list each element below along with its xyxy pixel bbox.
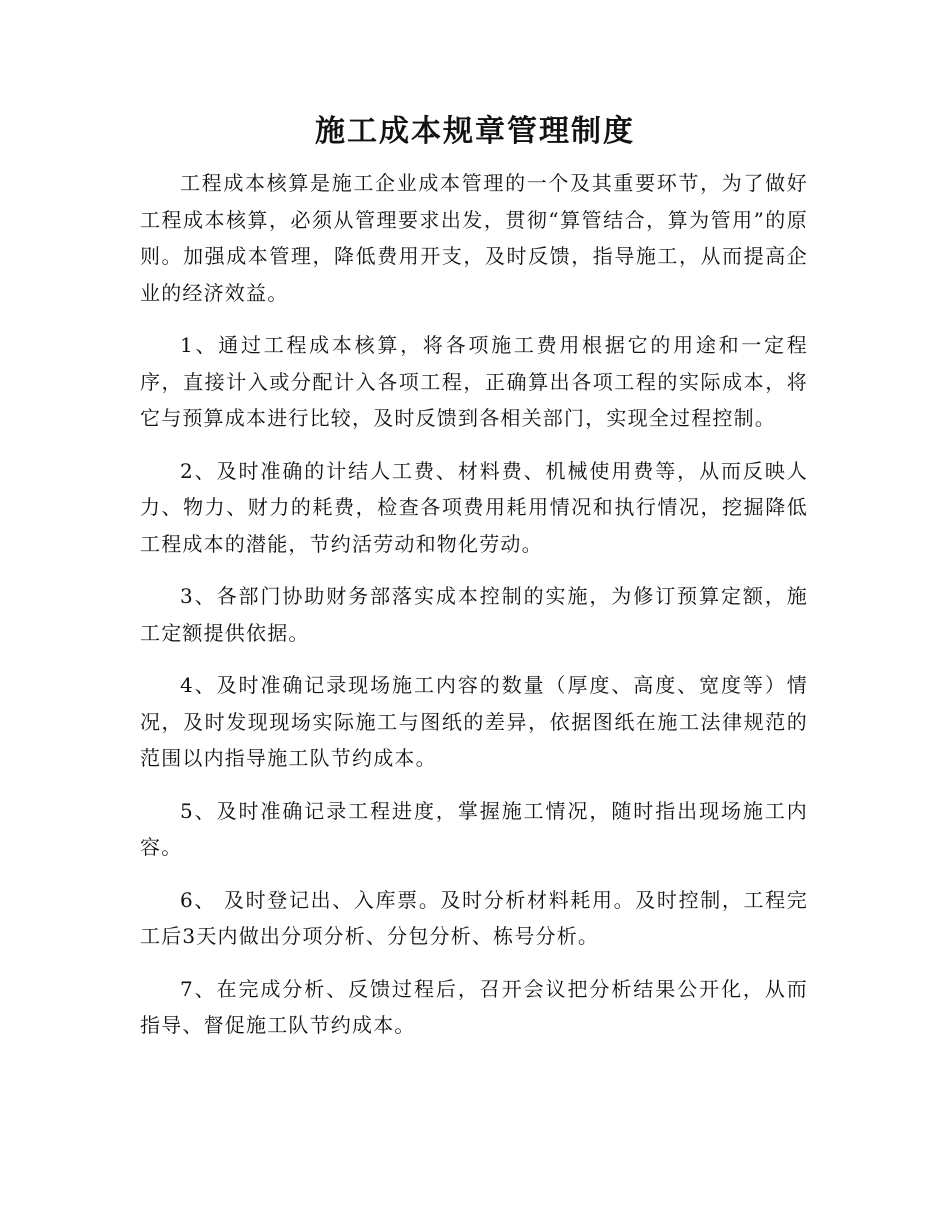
document-body bbox=[140, 165, 808, 1060]
rule-paragraph-1: 1、通过工程成本核算，将各项施工费用根据它的用途和一定程序，直接计入或分配计入各项工程，正确算出各项工程的实际成本，将它与预算成本进行比较，及时反馈到各相关部门，实现全过程控制。 bbox=[140, 333, 808, 430]
rule-paragraph-6: 6、 及时登记出、入库票。及时分析材料耗用。及时控制，工程完工后3天内做出分项分析、分包分析、栋号分析。 bbox=[140, 887, 808, 948]
rule-paragraph-4: 4、及时准确记录现场施工内容的数量（厚度、高度、宽度等）情况，及时发现现场实际施工与图纸的差异，依据图纸在施工法律规范的范围以内指导施工队节约成本。 bbox=[140, 673, 808, 770]
intro-paragraph: 工程成本核算是施工企业成本管理的一个及其重要环节，为了做好工程成本核算，必须从管理要求出发，贯彻“算管结合，算为管用”的原则。加强成本管理，降低费用开支，及时反馈，指导施工，从而提高企业的经济效益。 bbox=[140, 171, 808, 305]
rule-paragraph-3: 3、各部门协助财务部落实成本控制的实施，为修订预算定额，施工定额提供依据。 bbox=[140, 584, 808, 645]
rule-paragraph-7: 7、在完成分析、反馈过程后，召开会议把分析结果公开化，从而指导、督促施工队节约成本。 bbox=[140, 976, 808, 1037]
rule-paragraph-2: 2、及时准确的计结人工费、材料费、机械使用费等，从而反映人力、物力、财力的耗费，检查各项费用耗用情况和执行情况，挖掘降低工程成本的潜能，节约活劳动和物化劳动。 bbox=[140, 458, 808, 556]
document-title: 施工成本规章管理制度 bbox=[315, 114, 635, 149]
rule-paragraph-5: 5、及时准确记录工程进度，掌握施工情况，随时指出现场施工内容。 bbox=[140, 798, 808, 859]
